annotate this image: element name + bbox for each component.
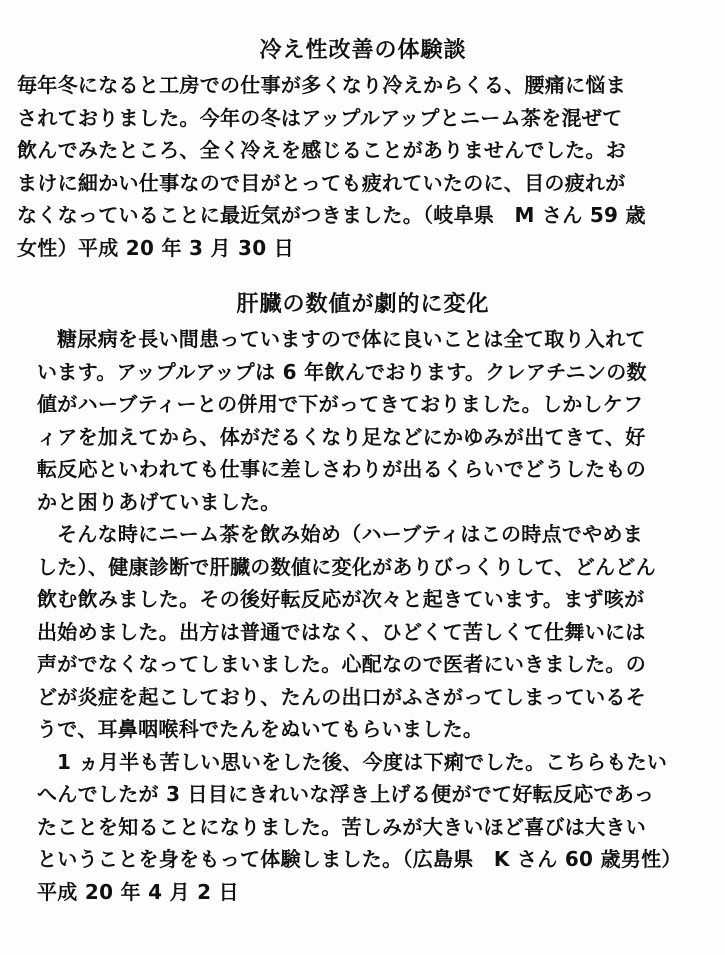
- text-line: 出始めました。出方は普通ではなく、ひどくて苦しくて仕舞いには: [37, 619, 646, 644]
- text-line: そんな時にニーム茶を飲み始め（ハーブティはこの時点でやめま: [57, 522, 644, 546]
- text-line: うで、耳鼻咽喉科でたんをぬいてもらいました。: [37, 717, 484, 741]
- text-line: 声がでなくなってしまいました。心配なので医者にいきました。の: [37, 652, 646, 676]
- text-line: 値がハーブティーとの併用で下がってきておりました。しかしケフ: [37, 392, 644, 416]
- text-line: たことを知ることになりました。苦しみが大きいほど喜びは大きい: [37, 814, 646, 839]
- paragraph: [17, 323, 709, 518]
- text-line: ということを身をもって体験しました。（広島県 K さん 60 歳男性）: [37, 847, 682, 871]
- paragraph: [17, 69, 709, 264]
- text-line: なくなっていることに最近気がつきました。（岐阜県 M さん 59 歳: [17, 203, 646, 227]
- text-line: 転反応といわれても仕事に差しさわりが出るくらいでどうしたもの: [37, 457, 646, 481]
- paragraph: [17, 746, 709, 909]
- text-line: かと困りあげていました。: [37, 489, 281, 514]
- text-line: どが炎症を起こしており、たんの出口がふさがってしまっているそ: [37, 684, 646, 709]
- text-line: 毎年冬になると工房での仕事が多くなり冷えからくる、腰痛に悩ま: [17, 73, 626, 97]
- text-line: へんでしたが 3 日目にきれいな浮き上げる便がでて好転反応であっ: [37, 782, 655, 806]
- section-title: 冷え性改善の体験談: [259, 38, 467, 63]
- testimonial-section-2: [17, 290, 709, 908]
- text-line: されておりました。今年の冬はアップルアップとニーム茶を混ぜて: [17, 105, 623, 130]
- text-line: 女性）平成 20 年 3 月 30 日: [17, 235, 295, 260]
- text-line: した）、健康診断で肝臓の数値に変化がありびっくりして、どんどん: [37, 554, 656, 579]
- text-line: 1 ヵ月半も苦しい思いをした後、今度は下痢でした。こちらもたい: [57, 749, 668, 774]
- text-line: 糖尿病を長い間患っていますので体に良いことは全て取り入れて: [57, 327, 646, 351]
- text-line: 飲む飲みました。その後好転反応が次々と起きています。まず咳が: [37, 587, 645, 611]
- section-title: 肝臓の数値が劇的に変化: [236, 292, 490, 317]
- testimonial-section-1: [17, 36, 709, 264]
- text-line: 平成 20 年 4 月 2 日: [37, 879, 239, 904]
- text-line: います。アップルアップは 6 年飲んでおります。クレアチニンの数: [37, 359, 647, 384]
- text-line: 飲んでみたところ、全く冷えを感じることがありませんでした。お: [17, 138, 626, 162]
- paragraph: [17, 518, 709, 746]
- text-line: まけに細かい仕事なので目がとっても疲れていたのに、目の疲れが: [17, 170, 626, 195]
- text-line: ィアを加えてから、体がだるくなり足などにかゆみが出てきて、好: [37, 424, 646, 449]
